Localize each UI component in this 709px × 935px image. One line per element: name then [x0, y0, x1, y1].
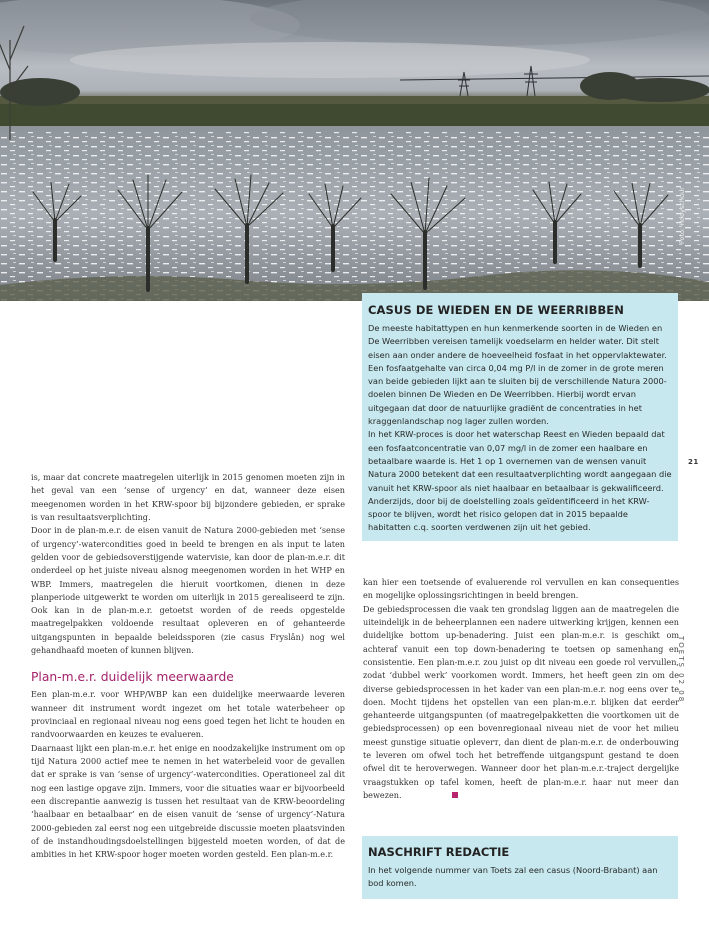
body-paragraph: is, maar dat concrete maatregelen uiterlijk in 2015 genomen moeten zijn in het geval van een ‘sense of urgency’ en dat, wanneer deze eisen meegenomen worden in het KRW-spoor bij bijzondere gebieden, er sprake is van resultaatsverplichting. [31, 472, 345, 522]
postscript-title: NASCHRIFT REDACTIE [368, 845, 510, 859]
body-paragraph: kan hier een toetsende of evaluerende rol vervullen en kan consequenties en mogelijke oplossingsrichtingen in beeld brengen. [363, 577, 679, 601]
left-column [31, 471, 345, 861]
postscript-text: In het volgende nummer van Toets zal een casus (Noord-Brabant) aan bod komen. [368, 865, 658, 889]
case-box-paragraph: In het KRW-proces is door het waterschap Reest en Wieden bepaald dat een fosfaatconcentratie van 0,07 mg/l in de zomer een haalbare en betaalbare waarde is. Het 1 op 1 overnemen van de wensen vanuit Natura 2000 betekent dat een resultaatverplichting wordt aangegaan die vanuit het KRW-spoor als niet haalbaar en betaalbaar is gekwalificeerd. Anderzijds, door bij de doelstelling zoals geïdentificeerd in het KRW-spoor te blijven, wordt het risico gelopen dat in 2015 bepaalde habitatten c.q. soorten verdwenen zijn uit het gebied. [368, 429, 672, 533]
article-end-marker-icon [452, 792, 458, 798]
journal-issue-tag: TOETS 02 08 [677, 636, 685, 704]
case-box-wieden-weerribben [362, 293, 678, 541]
page-number: 21 [688, 458, 699, 466]
body-paragraph: Door in de plan-m.e.r. de eisen vanuit de Natura 2000-gebieden met ‘sense of urgency’-watercondities goed in beeld te brengen en als input te laten gelden voor de gebiedsoverstijgende watervisie, kan door de plan-m.e.r. dit onderdeel op het juiste niveau alsnog meegenomen worden in het WHP en WBP. Immers, maatregelen die hieruit voortkomen, dienen in deze planperiode uitgewerkt te worden om uiterlijk in 2015 gerealiseerd te zijn. Ook kan in de plan-m.e.r. getoetst worden of de reeds opgestelde maatregelpakken voldoende resultaat opleveren en of gehanteerde uitgangspunten in bepaalde beleidssporen (zie casus Fryslân) nog wel gehandhaafd moeten of kunnen blijven. [31, 525, 345, 656]
editorial-postscript-box [362, 836, 678, 899]
right-column [363, 576, 679, 802]
header-photo [0, 0, 709, 301]
body-paragraph-text: De gebiedsprocessen die vaak ten grondslag liggen aan de maatregelen die uiteindelijk in de beheerplannen een nadere uitwerking krijgen, kennen een duidelijke bottom up-benadering. Juist een plan-m.e.r. is geschikt om achteraf vanuit een top down-benadering te toetsen op samenhang en consistentie. Een plan-m.e.r. zou juist op dit niveau een goede rol vervullen, zodat ‘dubbel werk’ voorkomen wordt. Immers, het heeft geen zin om de diverse gebiedsprocessen in het kader van een plan-m.e.r. nog eens over te doen. Mocht tijdens het opstellen van een plan-m.e.r. blijken dat eerder gehanteerde uitgangspunten (of maatregelpakketten die voortkomen uit de gebiedsprocessen) op een bovenregionaal niveau niet de voor het milieu meest gunstige situatie opleverт, dan dient de plan-m.e.r. de onderbouwing te leveren om ofwel toch het betreffende uitgangspunt gestand te doen ofwel dit te heroverwegen. Wanneer door het plan-m.e.r.-traject dergelijke vraagstukken op tafel komen, heeft de plan-m.e.r. haar nut meer dan bewezen. [363, 603, 679, 800]
photo-credit: Foto: Hooyschuur [678, 187, 686, 244]
section-heading: Plan-m.e.r. duidelijk meerwaarde [31, 670, 234, 685]
case-box-paragraph: De meeste habitattypen en hun kenmerkende soorten in de Wieden en De Weerribben vereisen tamelijk voedselarm en helder water. Dit stelt eisen aan onder andere de hoeveelheid fosfaat in het oppervlaktewater. Een fosfaatgehalte van circa 0,04 mg P/l in de zomer in de grote meren van beide gebieden lijkt aan te sluiten bij de verschillende Natura 2000-doelen binnen De Wieden en De Weerribben. Hierbij wordt ervan uitgegaan dat door de natuurlijke gradiënt de concentraties in het kraggenlandschap nog lager zullen worden. [368, 323, 667, 427]
body-paragraph [363, 603, 679, 803]
flooded-landscape-illustration [0, 0, 709, 301]
body-paragraph: Een plan-m.e.r. voor WHP/WBP kan een duidelijke meerwaarde leveren wanneer dit instrument wordt ingezet om het totale waterbeheer op provinciaal en regionaal niveau nog eens goed tegen het licht te houden en randvoorwaarden en keuzes te evalueren. [31, 689, 345, 740]
body-paragraph: Daarnaast lijkt een plan-m.e.r. het enige en noodzakelijke instrument om op tijd Natura 2000 actief mee te nemen in het waterbeleid voor de gevallen dat er sprake is van ‘sense of urgency’-watercondities. Operationeel zal dit nog een lastige opgave zijn. Immers, voor die situaties waar er bijvoorbeeld een discrepantie aanwezig is tussen het resultaat van de KRW-beoordeling ‘haalbaar en betaalbaar’ en de eisen vanuit de ‘sense of urgency’-Natura 2000-gebieden zal eerst nog een uitgebreide discussie moeten plaatsvinden of de instandhoudingsdoelstellingen bijgesteld moeten worden, of dat de ambities in het KRW-spoor hoger moeten worden gesteld. Een plan-m.e.r. [31, 742, 345, 860]
case-box-title: CASUS DE WIEDEN EN DE WEERRIBBEN [368, 303, 624, 317]
